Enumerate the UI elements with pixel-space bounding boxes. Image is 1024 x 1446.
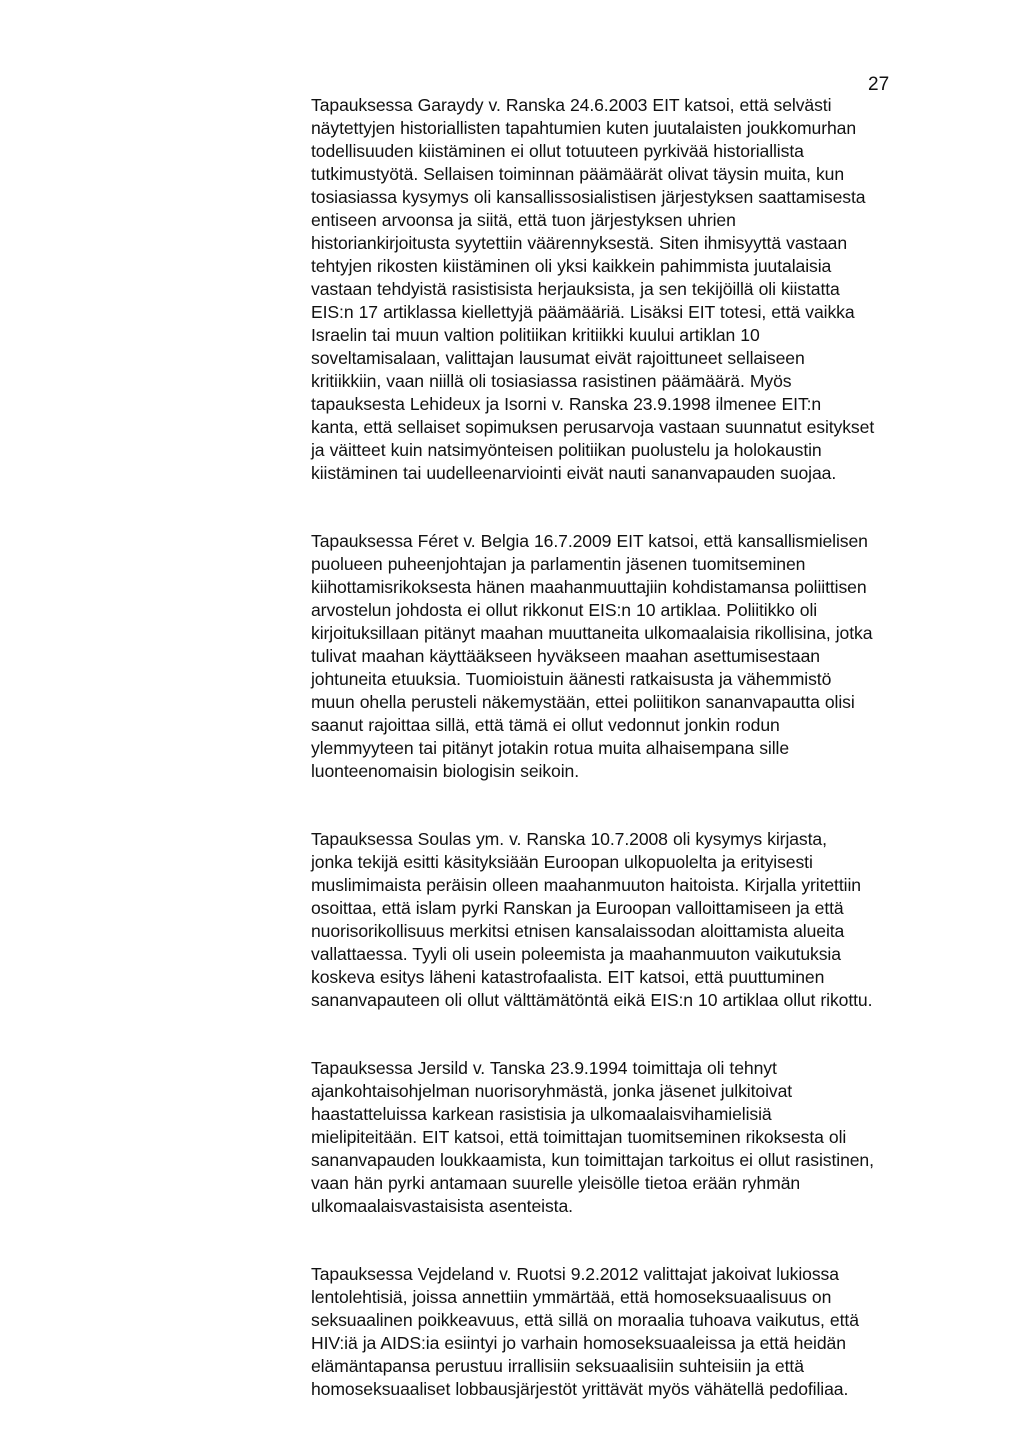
text-line: kritiikkiin, vaan niillä oli tosiasiassa rasistinen päämäärä. Myös (311, 371, 792, 391)
text-line: ulkomaalaisvastaisista asenteista. (311, 1196, 573, 1216)
text-line: kiistäminen tai uudelleenarviointi eivät nauti sananvapauden suojaa. (311, 463, 837, 483)
text-line: soveltamisalaan, valittajan lausumat eivät rajoittuneet sellaiseen (311, 348, 805, 368)
text-line: saanut rajoittaa sillä, että tämä ei ollut vedonnut jonkin rodun (311, 715, 780, 735)
text-line: homoseksuaaliset lobbausjärjestöt yrittävät myös vähätellä pedofiliaa. (311, 1379, 849, 1399)
text-line: muun ohella perusteli näkemystään, ettei poliitikon sananvapautta olisi (311, 692, 855, 712)
text-line: mielipiteitään. EIT katsoi, että toimittajan tuomitseminen rikoksesta oli (311, 1127, 847, 1147)
paragraph (311, 828, 991, 1012)
text-line: Tapauksessa Féret v. Belgia 16.7.2009 EIT katsoi, että kansallismielisen (311, 531, 868, 551)
text-line: jonka tekijä esitti käsityksiään Euroopan ulkopuolelta ja erityisesti (311, 852, 813, 872)
text-line: koskeva esitys läheni katastrofaalista. EIT katsoi, että puuttuminen (311, 967, 825, 987)
text-line: EIS:n 17 artiklassa kiellettyjä päämääriä. Lisäksi EIT totesi, että vaikka (311, 302, 855, 322)
text-line: elämäntapansa perustuu irrallisiin seksuaalisiin suhteisiin ja että (311, 1356, 804, 1376)
paragraph (311, 530, 991, 783)
text-line: Tapauksessa Vejdeland v. Ruotsi 9.2.2012 valittajat jakoivat lukiossa (311, 1264, 839, 1284)
text-line: vallattaessa. Tyyli oli usein poleemista ja maahanmuuton vaikutuksia (311, 944, 841, 964)
text-line: luonteenomaisin biologisin seikoin. (311, 761, 580, 781)
text-line: ja väitteet kuin natsimyönteisen politiikan puolustelu ja holokaustin (311, 440, 822, 460)
text-line: tosiasiassa kysymys oli kansallissosialistisen järjestyksen saattamisesta (311, 187, 866, 207)
text-line: ajankohtaisohjelman nuorisoryhmästä, jonka jäsenet julkitoivat (311, 1081, 793, 1101)
paragraph (311, 94, 991, 485)
text-line: tulivat maahan käyttääkseen hyväkseen maahan asettumisestaan (311, 646, 820, 666)
text-line: haastatteluissa karkean rasistisia ja ulkomaalaisvihamielisiä (311, 1104, 772, 1124)
text-line: tehtyjen rikosten kiistäminen oli yksi kaikkein pahimmista juutalaisia (311, 256, 832, 276)
text-line: ylemmyyteen tai pitänyt jotakin rotua muita alhaisempana sille (311, 738, 790, 758)
text-line: osoittaa, että islam pyrki Ranskan ja Euroopan valloittamiseen ja että (311, 898, 844, 918)
text-line: entiseen arvoonsa ja siitä, että tuon järjestyksen uhrien (311, 210, 736, 230)
page-number: 27 (868, 74, 890, 95)
text-line: Tapauksessa Garaydy v. Ranska 24.6.2003 EIT katsoi, että selvästi (311, 95, 832, 115)
paragraph (311, 1057, 991, 1218)
paragraph (311, 1263, 991, 1401)
text-line: sananvapauteen oli ollut välttämätöntä eikä EIS:n 10 artiklaa ollut rikottu. (311, 990, 873, 1010)
text-line: muslimimaista peräisin olleen maahanmuuton haitoista. Kirjalla yritettiin (311, 875, 861, 895)
text-line: tapauksesta Lehideux ja Isorni v. Ranska 23.9.1998 ilmenee EIT:n (311, 394, 822, 414)
text-line: johtuneita etuuksia. Tuomioistuin äänesti ratkaisusta ja vähemmistö (311, 669, 832, 689)
document-body (311, 94, 991, 1446)
text-line: arvostelun johdosta ei ollut rikkonut EIS:n 10 artiklaa. Poliitikko oli (311, 600, 818, 620)
text-line: lentolehtisiä, joissa annettiin ymmärtää, että homoseksuaalisuus on (311, 1287, 832, 1307)
text-line: kirjoituksillaan pitänyt maahan muuttaneita ulkomaalaisia rikollisina, jotka (311, 623, 873, 643)
text-line: kanta, että sellaiset sopimuksen perusarvoja vastaan suunnatut esitykset (311, 417, 875, 437)
text-line: kiihottamisrikoksesta hänen maahanmuuttajiin kohdistamansa poliittisen (311, 577, 867, 597)
text-line: seksuaalinen poikkeavuus, että sillä on moraalia tuhoava vaikutus, että (311, 1310, 859, 1330)
text-line: Tapauksessa Jersild v. Tanska 23.9.1994 toimittaja oli tehnyt (311, 1058, 777, 1078)
text-line: tutkimustyötä. Sellaisen toiminnan päämäärät olivat täysin muita, kun (311, 164, 845, 184)
text-line: todellisuuden kiistäminen ei ollut totuuteen pyrkivää historiallista (311, 141, 804, 161)
text-line: vastaan tehdyistä rasistisista herjauksista, ja sen tekijöillä oli kiistatta (311, 279, 840, 299)
text-line: Israelin tai muun valtion politiikan kritiikki kuului artiklan 10 (311, 325, 760, 345)
text-line: historiankirjoitusta syytettiin väärennyksestä. Siten ihmisyyttä vastaan (311, 233, 848, 253)
text-line: sananvapauden loukkaamista, kun toimittajan tarkoitus ei ollut rasistinen, (311, 1150, 874, 1170)
text-line: Tapauksessa Soulas ym. v. Ranska 10.7.2008 oli kysymys kirjasta, (311, 829, 827, 849)
text-line: vaan hän pyrki antamaan suurelle yleisölle tietoa erään ryhmän (311, 1173, 801, 1193)
text-line: HIV:iä ja AIDS:ia esiintyi jo varhain homoseksuaaleissa ja että heidän (311, 1333, 846, 1353)
text-line: näytettyjen historiallisten tapahtumien kuten juutalaisten joukkomurhan (311, 118, 857, 138)
text-line: nuorisorikollisuus merkitsi etnisen kansalaissodan aloittamista alueita (311, 921, 845, 941)
text-line: puolueen puheenjohtajan ja parlamentin jäsenen tuomitseminen (311, 554, 806, 574)
